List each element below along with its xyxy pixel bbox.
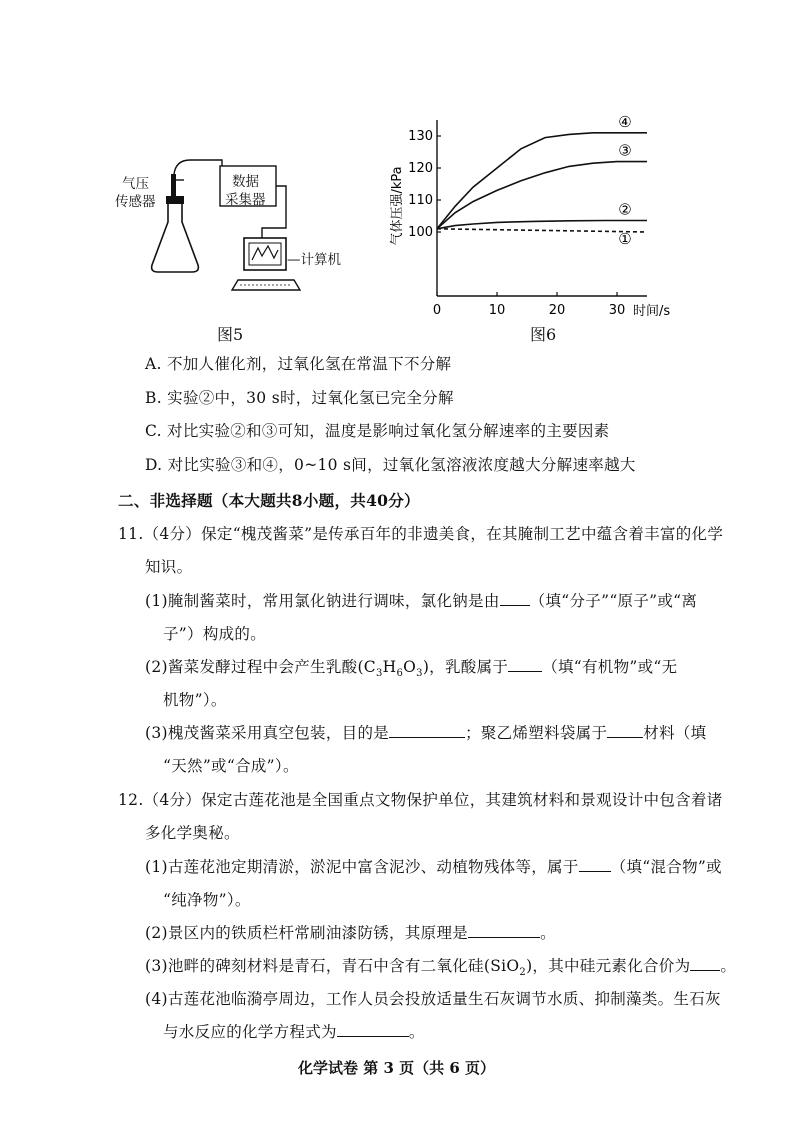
q11-p2-sub-o: 3: [416, 668, 423, 680]
q12-p4-text-b: 与水反应的化学方程式为: [163, 1023, 337, 1041]
q12-p2-text-a: (2)景区内的铁质栏杆常刷油漆防锈，其原理是: [145, 924, 469, 942]
q11-p1-text-a: (1)腌制酱菜时，常用氯化钠进行调味，氯化钠是由: [145, 592, 500, 610]
q12-p4-blank[interactable]: [337, 1022, 409, 1037]
conical-flask-icon: [152, 202, 199, 272]
q11-p2-h: H: [382, 658, 397, 676]
series-line-3: [437, 221, 647, 229]
q11-p2-o: O: [403, 658, 417, 676]
q12-p2-text-b: 。: [540, 924, 556, 942]
q12-p1-text-b: （填“混合物”或: [610, 858, 722, 876]
option-c: C. 对比实验②和③可知，温度是影响过氧化氢分解速率的主要因素: [145, 422, 610, 440]
q11-p3-text-b: ；聚乙烯塑料袋属于: [465, 724, 608, 742]
y-axis-label: 气体压强/kPa: [390, 166, 405, 246]
q11-p2-sub-c: 3: [375, 668, 383, 680]
q12-p2-blank[interactable]: [468, 923, 540, 938]
q12-part1-line1: [145, 855, 722, 877]
q12-p3-sub: 2: [519, 967, 527, 979]
q12-part4-line1: (4)古莲花池临漪亭周边，工作人员会投放适量生石灰调节水质、抑制藻类。生石灰: [145, 990, 721, 1008]
q11-p2-sub-h: 6: [396, 668, 404, 680]
q11-p1-blank[interactable]: [500, 591, 530, 606]
figure-6-caption: 图6: [530, 325, 557, 344]
series-label-2: ③: [618, 141, 632, 160]
q12-part2: [145, 921, 556, 943]
y-tick-label: 100: [408, 225, 433, 240]
q11-p2-text-b: )，乳酸属于: [422, 658, 509, 676]
q11-p3-text-c: 材料（填: [643, 724, 707, 742]
pressure-sensor-icon: [171, 174, 176, 196]
x-axis-label: 时间/s: [633, 304, 671, 319]
q11-p2-blank[interactable]: [508, 657, 542, 672]
sensor-label-line1: 气压: [122, 176, 149, 192]
q12-p3-text-a: (3)池畔的碑刻材料是青石，青石中含有二氧化硅(SiO: [145, 957, 520, 975]
option-a: A. 不加人催化剂，过氧化氢在常温下不分解: [145, 355, 452, 373]
section-2-title: 二、非选择题（本大题共8小题，共40分）: [118, 491, 420, 510]
cable: [174, 160, 222, 174]
q12-part4-line2: [163, 1020, 425, 1042]
x-tick-label: 0: [432, 303, 442, 318]
q11-p1-text-b: （填“分子”“原子”或“离: [529, 592, 698, 610]
y-tick-label: 120: [408, 161, 433, 176]
q11-p3-text-a: (3)槐茂酱菜采用真空包装，目的是: [145, 724, 390, 742]
option-d: D. 对比实验③和④，0~10 s间，过氧化氢溶液浓度越大分解速率越大: [145, 456, 636, 474]
q12-part3: [145, 954, 736, 978]
q12-p3-text-c: 。: [720, 957, 737, 975]
page-footer: 化学试卷 第 3 页（共 6 页）: [298, 1059, 495, 1077]
y-tick-label: 110: [408, 193, 433, 208]
q11-p3-blank1[interactable]: [389, 723, 465, 738]
q12-stem-line2: 多化学奥秘。: [145, 824, 240, 842]
series-label-1: ④: [618, 112, 632, 131]
q11-part2-line2: 机物”）。: [163, 691, 227, 709]
x-tick-label: 10: [488, 303, 506, 318]
q12-p3-text-b: )，其中硅元素化合价为: [526, 957, 691, 975]
x-tick-label: 30: [608, 303, 626, 318]
q11-part1-line2: 子”）构成的。: [163, 625, 267, 643]
q12-p1-text-a: (1)古莲花池定期清淤，淤泥中富含泥沙、动植物残体等，属于: [145, 858, 579, 876]
q11-p2-text-c: （填“有机物”或“无: [542, 658, 678, 676]
series-label-4: ①: [618, 230, 632, 248]
q12-stem-line1: 12.（4分）保定古莲花池是全国重点文物保护单位，其建筑材料和景观设计中包含着诸: [118, 791, 723, 809]
collector-label-line1: 数据: [232, 174, 259, 190]
q12-p4-text-c: 。: [408, 1023, 425, 1041]
y-tick-label: 130: [408, 129, 433, 144]
q11-part3-line1: [145, 721, 706, 743]
q11-part2-line1: [145, 655, 677, 679]
pressure-time-chart: [385, 110, 690, 325]
q11-p3-blank2[interactable]: [607, 723, 643, 738]
figure-5-caption: 图5: [217, 325, 244, 344]
stopper: [166, 196, 184, 204]
option-b: B. 实验②中，30 s时，过氧化氢已完全分解: [145, 389, 454, 407]
q12-p3-blank[interactable]: [690, 956, 720, 971]
q11-part1-line1: [145, 589, 697, 611]
q11-stem-line1: 11.（4分）保定“槐茂酱菜”是传承百年的非遗美食，在其腌制工艺中蕴含着丰富的化学: [118, 525, 724, 543]
x-tick-label: 20: [548, 303, 566, 318]
computer-label: —计算机: [287, 252, 341, 268]
series-line-2: [437, 162, 647, 229]
q11-part3-line2: “天然”或“合成”）。: [163, 757, 299, 775]
collector-label-line2: 采集器: [225, 192, 266, 208]
series-line-1: [437, 133, 647, 229]
series-line-4: [437, 229, 647, 232]
q11-p2-text-a: (2)酱菜发酵过程中会产生乳酸(C: [145, 658, 376, 676]
q11-stem-line2: 知识。: [145, 558, 193, 576]
q12-p1-blank[interactable]: [579, 857, 611, 872]
sensor-label-line2: 传感器: [115, 194, 156, 210]
q12-part1-line2: “纯净物”）。: [163, 891, 251, 909]
series-label-3: ②: [618, 200, 632, 219]
